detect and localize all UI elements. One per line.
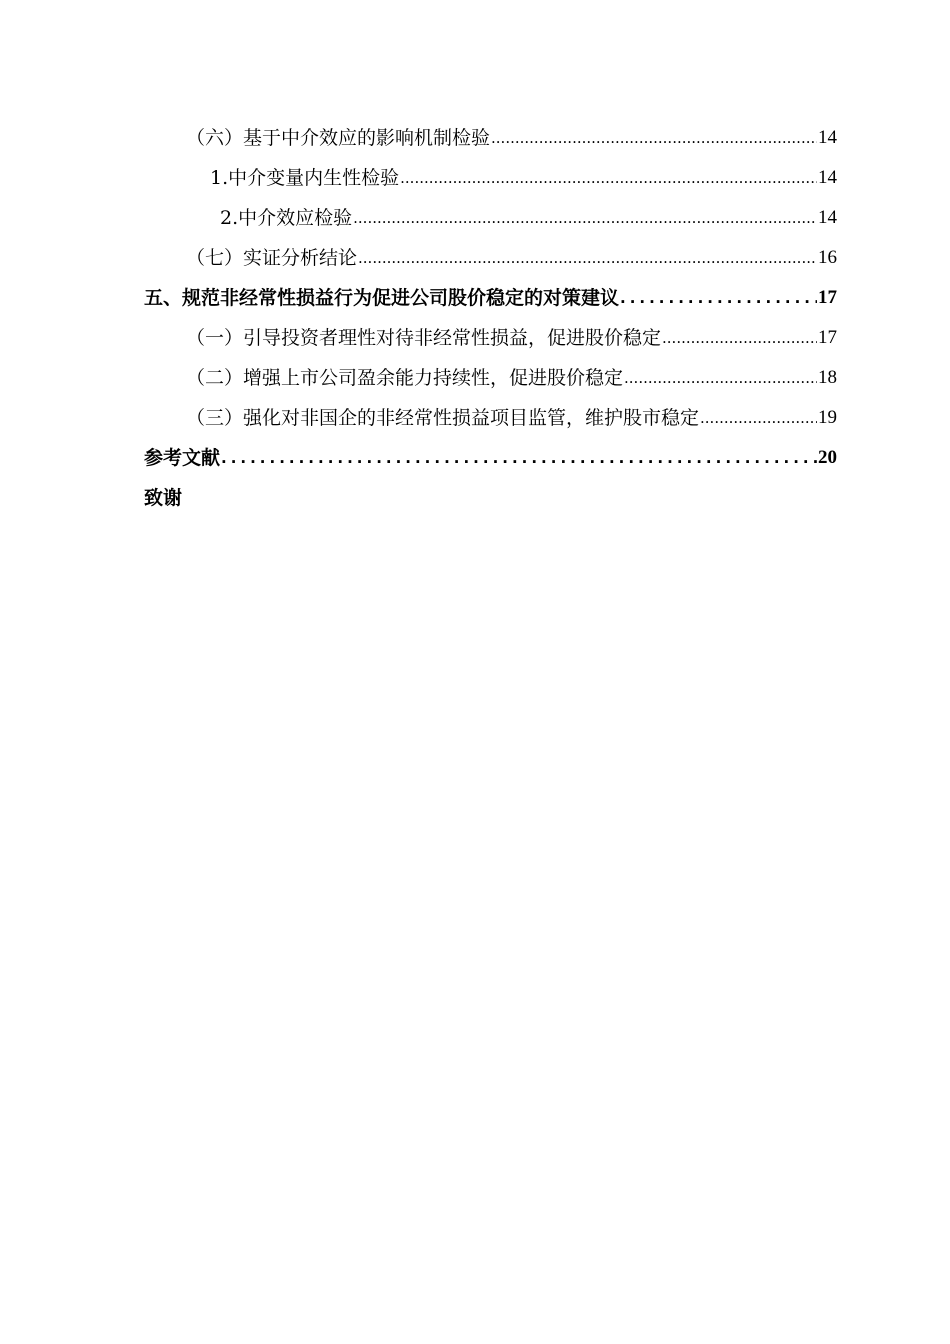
toc-entry-title: （二）增强上市公司盈余能力持续性，促进股价稳定 — [186, 367, 624, 389]
toc-dot-leader — [662, 328, 817, 348]
toc-entry-page: 17 — [818, 287, 837, 308]
toc-dot-leader — [400, 168, 817, 188]
toc-entry-page: 16 — [818, 247, 837, 268]
toc-entry-page: 20 — [818, 447, 837, 468]
toc-entry-title: （一）引导投资者理性对待非经常性损益，促进股价稳定 — [186, 327, 662, 349]
toc-dot-leader — [700, 408, 817, 428]
toc-entry-title: 2.中介效应检验 — [220, 207, 353, 229]
toc-dot-leader — [620, 288, 817, 308]
toc-dot-leader — [358, 248, 817, 268]
toc-entry-page: 14 — [818, 127, 837, 148]
toc-entry[interactable] — [186, 320, 837, 350]
toc-entry[interactable] — [144, 280, 837, 310]
toc-entry-title: （七）实证分析结论 — [186, 247, 358, 269]
toc-dot-leader — [491, 128, 817, 148]
toc-entry-page: 19 — [818, 407, 837, 428]
toc-dot-leader — [353, 208, 817, 228]
toc-dot-leader — [624, 368, 817, 388]
toc-entry[interactable] — [220, 200, 837, 230]
toc-entry-title: 1.中介变量内生性检验 — [210, 167, 400, 189]
toc-entry-page: 17 — [818, 327, 837, 348]
toc-entry[interactable] — [210, 160, 837, 190]
toc-entry-page: 14 — [818, 167, 837, 188]
toc-entry-page: 14 — [818, 207, 837, 228]
toc-entry[interactable] — [186, 120, 837, 150]
toc-entry[interactable] — [186, 400, 837, 430]
toc-entry-page: 18 — [818, 367, 837, 388]
toc-entry[interactable] — [144, 480, 182, 510]
toc-entry-title: 五、规范非经常性损益行为促进公司股价稳定的对策建议 — [144, 287, 620, 309]
toc-entry[interactable] — [186, 240, 837, 270]
toc-entry[interactable] — [144, 440, 837, 470]
toc-entry[interactable] — [186, 360, 837, 390]
toc-entry-title: 致谢 — [144, 487, 183, 509]
toc-entry-title: （六）基于中介效应的影响机制检验 — [186, 127, 491, 149]
toc-entry-title: 参考文献 — [144, 447, 221, 469]
toc-entry-title: （三）强化对非国企的非经常性损益项目监管，维护股市稳定 — [186, 407, 700, 429]
toc-dot-leader — [221, 448, 817, 468]
